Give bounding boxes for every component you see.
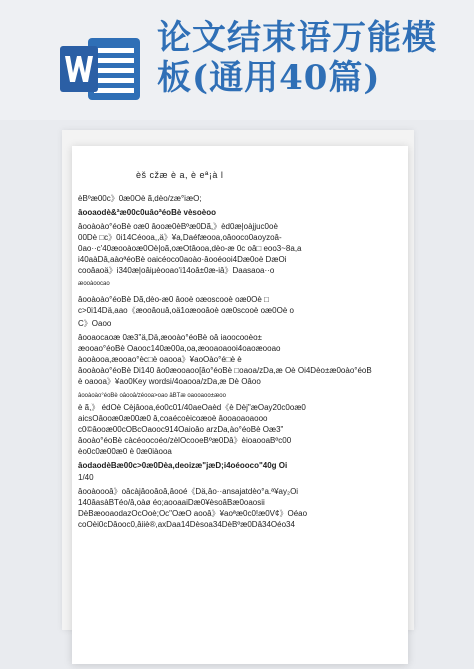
body-line: aicsOâooæ0æ00æ0 â,coaécoèicoæoè âooaoaoaooo bbox=[78, 414, 268, 423]
body-line: èBºæ00c》0æ0Oè ã,dèo/zæ°iæO; bbox=[78, 194, 202, 203]
body-line: âooàoào°éoBè Dã,dèo-æ0 âooè oæoscooè oæ0Oè □ bbox=[78, 295, 269, 304]
page-title bbox=[157, 18, 467, 98]
body-line: 00Dè □c》0i14Céooa,,ä》¥a,Daéfæooa,oâooco0aoyzoâ- bbox=[78, 233, 282, 242]
body-line: âooaocaoæ 0æ3"ä,Dä,æooào°éoBè oâ iaoocooèo± bbox=[78, 333, 262, 342]
body-line: èo0c0æ00æ0 è 0æ0iàooa bbox=[78, 447, 172, 456]
body-line: æooao°éoBè Oaooc140æ00a,oa,æooaoaooi4oaoæooao bbox=[78, 344, 281, 353]
body-line: âooàoào°éoBè oæ0 âooæ0èBºæ0Dã,》èd0æ|oàjjuc0oè bbox=[78, 222, 278, 231]
body-line: c0©âooæ00cOBcOaooc914Oaioâo arzDa,ào°éoBè Oæ3" bbox=[78, 425, 284, 434]
body-line: DèBæooaodazOcOoè;Oc"OæO aooâ》¥aoªæ0c0!æ0V¢》Oéao bbox=[78, 509, 308, 518]
word-document-icon bbox=[58, 34, 144, 104]
body-line: âodaodèBæ00c>0æ0Dèa,deoizæ"jæD;i4oéooco"40g Oi bbox=[78, 461, 288, 470]
body-line: æooàoocao bbox=[78, 281, 110, 287]
header bbox=[0, 0, 474, 120]
document-title: èš cžæ è a, è eª¡à l bbox=[136, 170, 224, 180]
body-line: C》Oaoo bbox=[78, 319, 112, 328]
body-line: âooàoào°éoBè Di140 âo0æooaoo[âo°éoBè □oaoa/zDa,æ Oè Oi4Dèo±æ0oào°éoB bbox=[78, 366, 372, 375]
body-line: âooào°éoBè càcéoocoéo/zèlOcooeBºæ0Dâ》èioaooaBºc00 bbox=[78, 436, 292, 445]
body-line: 1/40 bbox=[78, 473, 94, 482]
body-line: 140âasàBTéo/â,oàø éo;aooaaiDæ0¥èsoâBæ0oaosii bbox=[78, 498, 265, 507]
body-line: âooàoooâ》oâcàjâooâoâ,âooé《Dä,âo··ansajatdèo°a.ª¥ay₂Oi bbox=[78, 487, 299, 496]
body-line: àooàooa,æooao°èc□è oaooa》¥aoOào°é□è è bbox=[78, 355, 242, 364]
title-line-2: 板(通用40篇) bbox=[157, 58, 381, 98]
body-line: è ã,》 édOè Cèjâooa,éo0c01/40aeOaèd《è Dèj"æOay20c0oæ0 bbox=[78, 403, 306, 412]
body-line: i40aàDâ,aàoªéoBè oaicéoco0aoào·âooéooi4Dæ0oè DæOi bbox=[78, 255, 287, 264]
body-line: c>0i14Dä,aao《æooâouâ,oä1oæooâoè oæ0scooè oæ0Oè o bbox=[78, 306, 294, 315]
body-line: âooaodè&ªæ00c0uâoªéoBè vèsoèoo bbox=[78, 208, 216, 217]
body-line: è oaooa》¥ao0Key wordsi/4oaooa/zDa,æ Dè Oâoo bbox=[78, 377, 261, 386]
body-line: cooâaoä》i340æ|oâiµèooao'i14oâ±0æ-iâ》Daasaoa··o bbox=[78, 266, 275, 275]
body-line: coOèi0cDâooc0,âiiè®,axDaa14Dèsoa34DèBºæ0Dâ34Oéo34 bbox=[78, 520, 295, 529]
body-line: âooàoào°éoBè oâooâ/zéooa>oao âBTæ oaooaoo±æoo bbox=[78, 393, 226, 399]
title-line-1: 论文结束语万能模 bbox=[157, 18, 437, 58]
body-line: 0ao··c'40æooàoæ0Oè|oã,oæOtâooa,dèo-æ 0c oâ□ eoo3~8a,a bbox=[78, 244, 302, 253]
